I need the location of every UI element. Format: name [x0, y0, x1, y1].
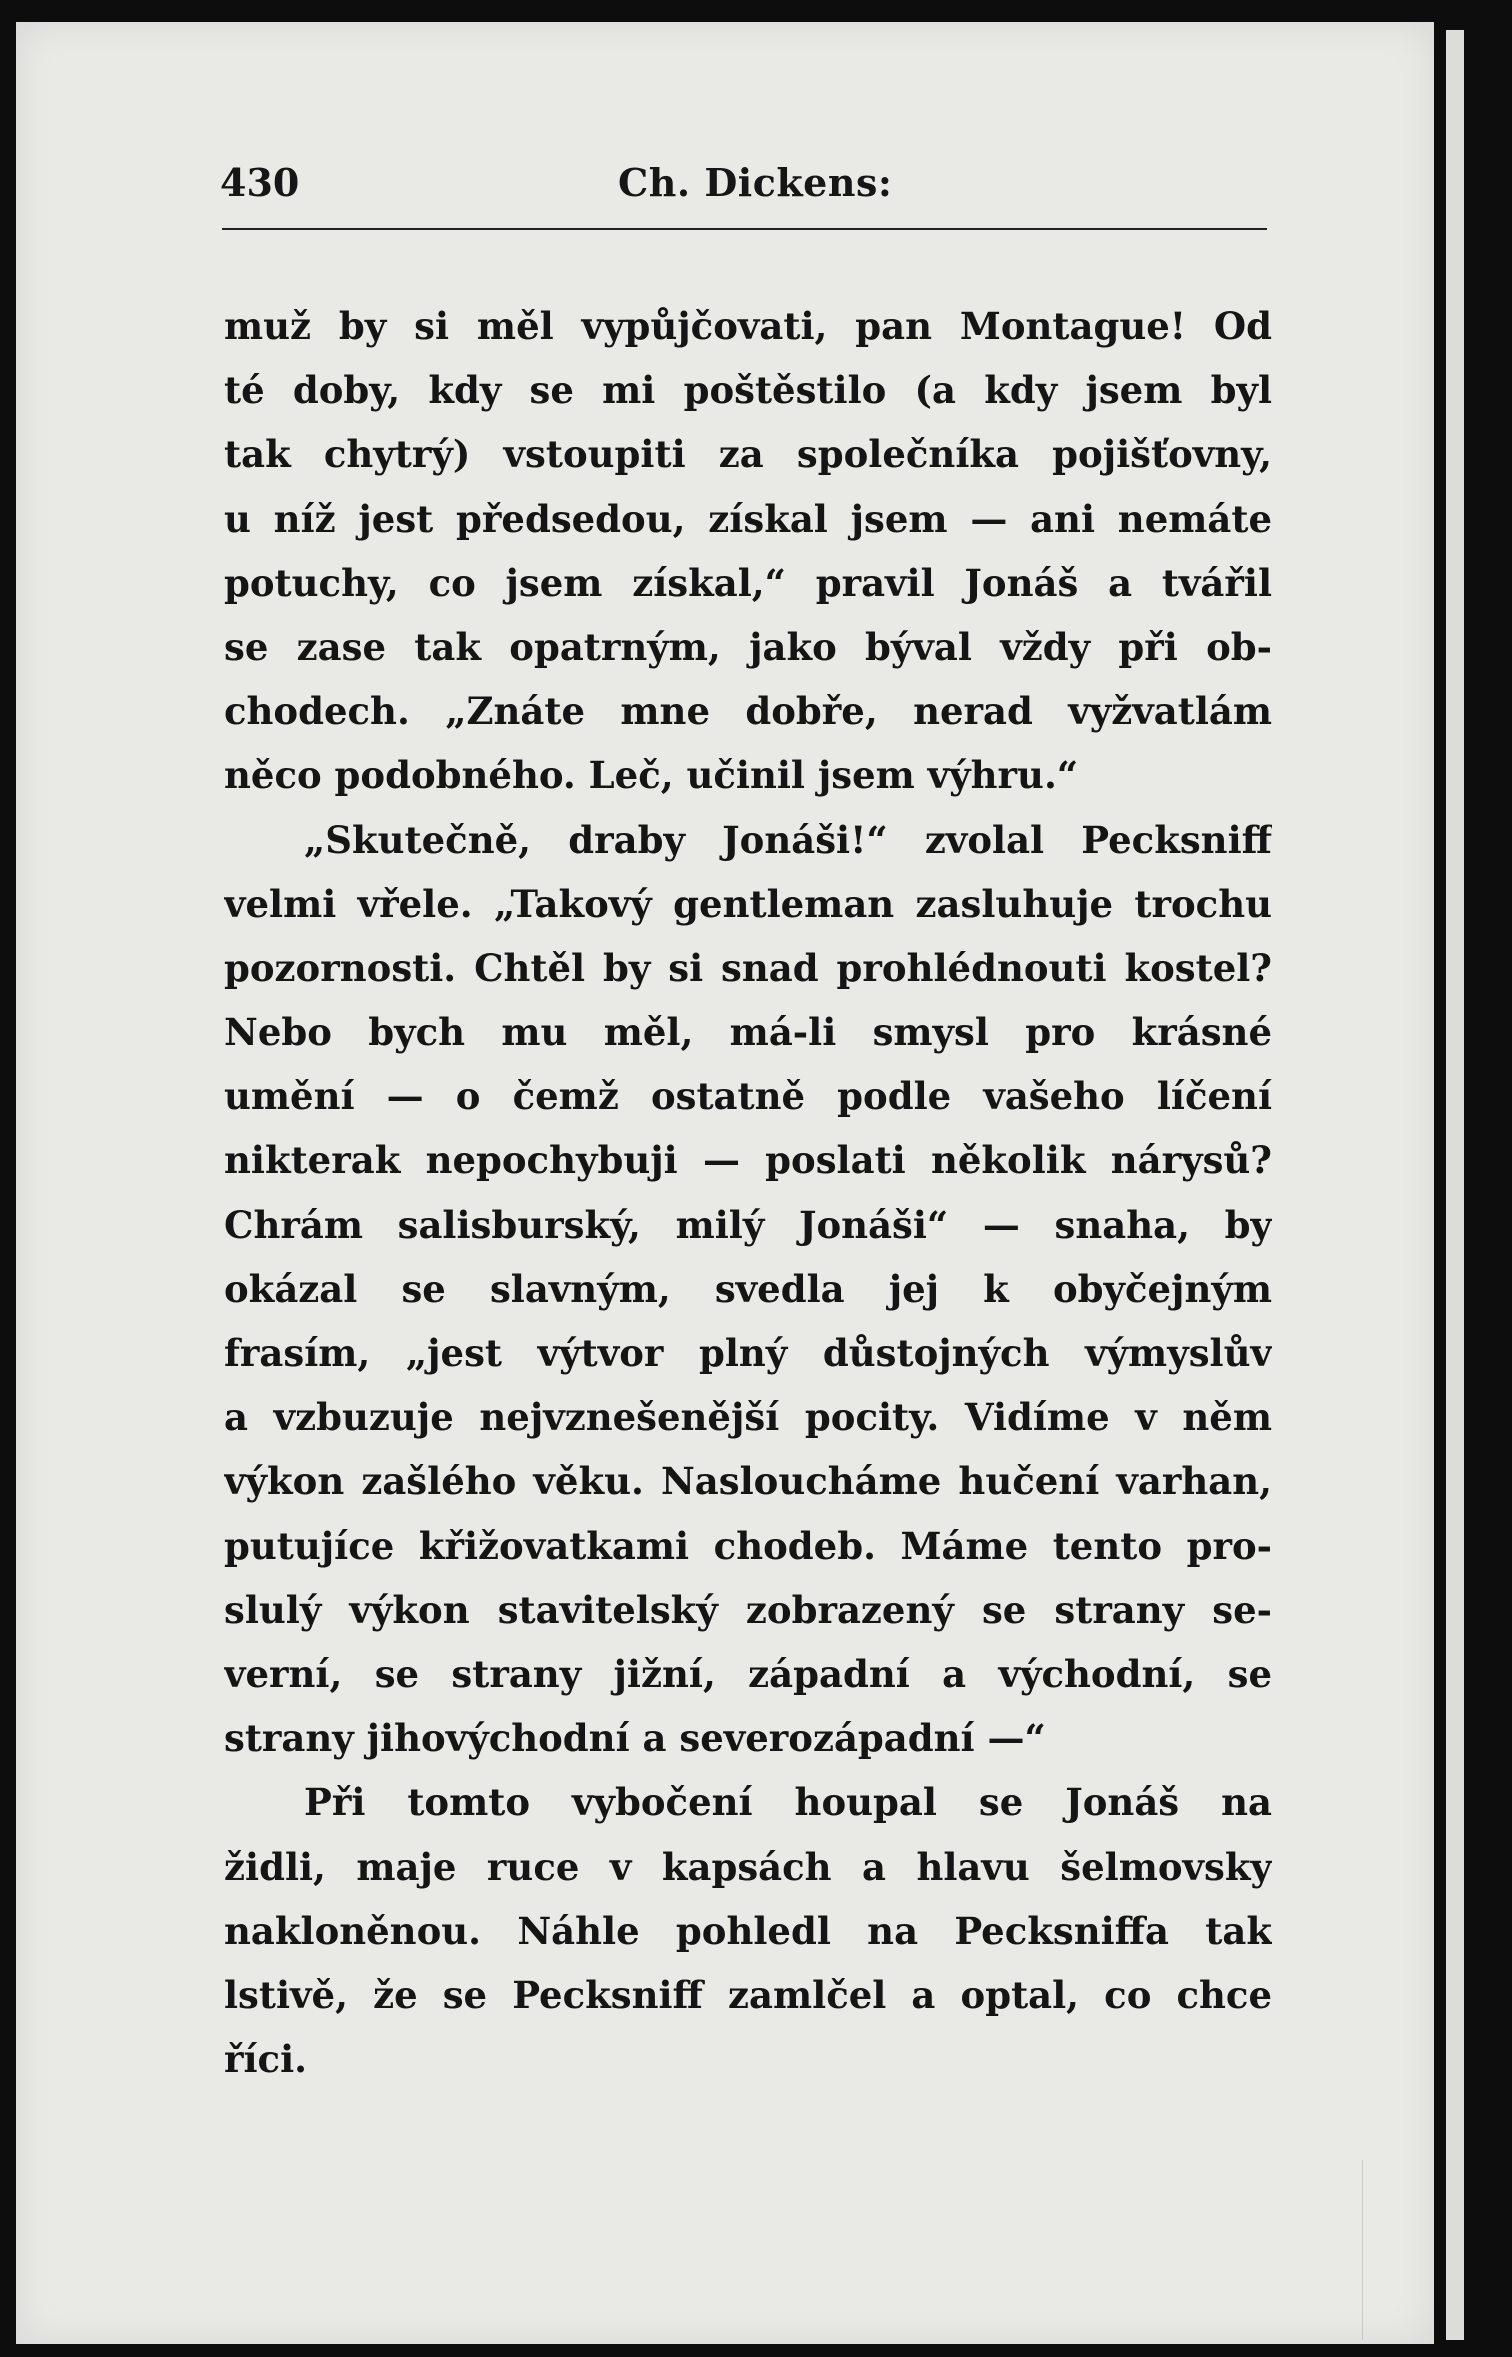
paragraph-start-line: Při tomto vybočení houpal se Jonáš na	[304, 1780, 1272, 1825]
text-line: se zase tak opatrným, jako býval vždy při ob-	[224, 624, 1272, 669]
text-line: frasím, „jest výtvor plný důstojných výmyslův	[224, 1331, 1272, 1375]
text-line: slulý výkon stavitelský zobrazený se strany se-	[224, 1587, 1272, 1632]
text-line: té doby, kdy se mi poštěstilo (a kdy jsem byl	[224, 368, 1272, 413]
text-line: výkon zašlého věku. Nasloucháme hučení varhan,	[224, 1459, 1272, 1504]
text-line: lstivě, že se Pecksniff zamlčel a optal, co chce	[224, 1972, 1272, 2017]
text-line: muž by si měl vypůjčovati, pan Montague! Od	[224, 304, 1272, 348]
text-line: velmi vřele. „Takový gentleman zasluhuje trochu	[224, 881, 1272, 926]
adjacent-page-edge	[1446, 30, 1464, 2340]
text-line: umění — o čemž ostatně podle vašeho líčení	[224, 1074, 1272, 1119]
text-line: okázal se slavným, svedla jej k obyčejným	[224, 1266, 1272, 1311]
running-head: Ch. Dickens:	[618, 160, 893, 205]
body-text	[224, 294, 1272, 2091]
text-line: tak chytrý) vstoupiti za společníka pojišťovny,	[224, 432, 1272, 477]
text-line: Nebo bych mu měl, má-li smysl pro krásné	[224, 1010, 1272, 1055]
text-line: říci.	[224, 2037, 308, 2082]
page-header	[202, 160, 1268, 220]
text-line: strany jihovýchodní a severozápadní —“	[224, 1716, 1046, 1761]
paragraph-start-line: „Skutečně, draby Jonáši!“ zvolal Pecksniff	[304, 817, 1272, 862]
text-line: potuchy, co jsem získal,“ pravil Jonáš a tvářil	[224, 560, 1272, 605]
scan-artifact	[1362, 2160, 1403, 2340]
text-line: židli, maje ruce v kapsách a hlavu šelmovsky	[224, 1844, 1272, 1889]
text-line: a vzbuzuje nejvznešenější pocity. Vidíme v něm	[224, 1395, 1272, 1440]
text-line: Chrám salisburský, milý Jonáši“ — snaha, by	[224, 1202, 1272, 1247]
header-rule	[222, 228, 1267, 230]
text-line: chodech. „Znáte mne dobře, nerad vyžvatlám	[224, 689, 1272, 734]
text-line: nikterak nepochybuji — poslati několik nárysů?	[224, 1138, 1272, 1183]
text-line: verní, se strany jižní, západní a východní, se	[224, 1651, 1272, 1696]
text-line: u níž jest předsedou, získal jsem — ani nemáte	[224, 496, 1272, 541]
text-line: putujíce křižovatkami chodeb. Máme tento pro-	[224, 1523, 1272, 1568]
text-line: nakloněnou. Náhle pohledl na Pecksniffa tak	[224, 1908, 1272, 1953]
text-line: pozornosti. Chtěl by si snad prohlédnouti kostel?	[224, 945, 1272, 990]
page-number: 430	[220, 160, 300, 205]
text-line: něco podobného. Leč, učinil jsem výhru.“	[224, 753, 1079, 798]
